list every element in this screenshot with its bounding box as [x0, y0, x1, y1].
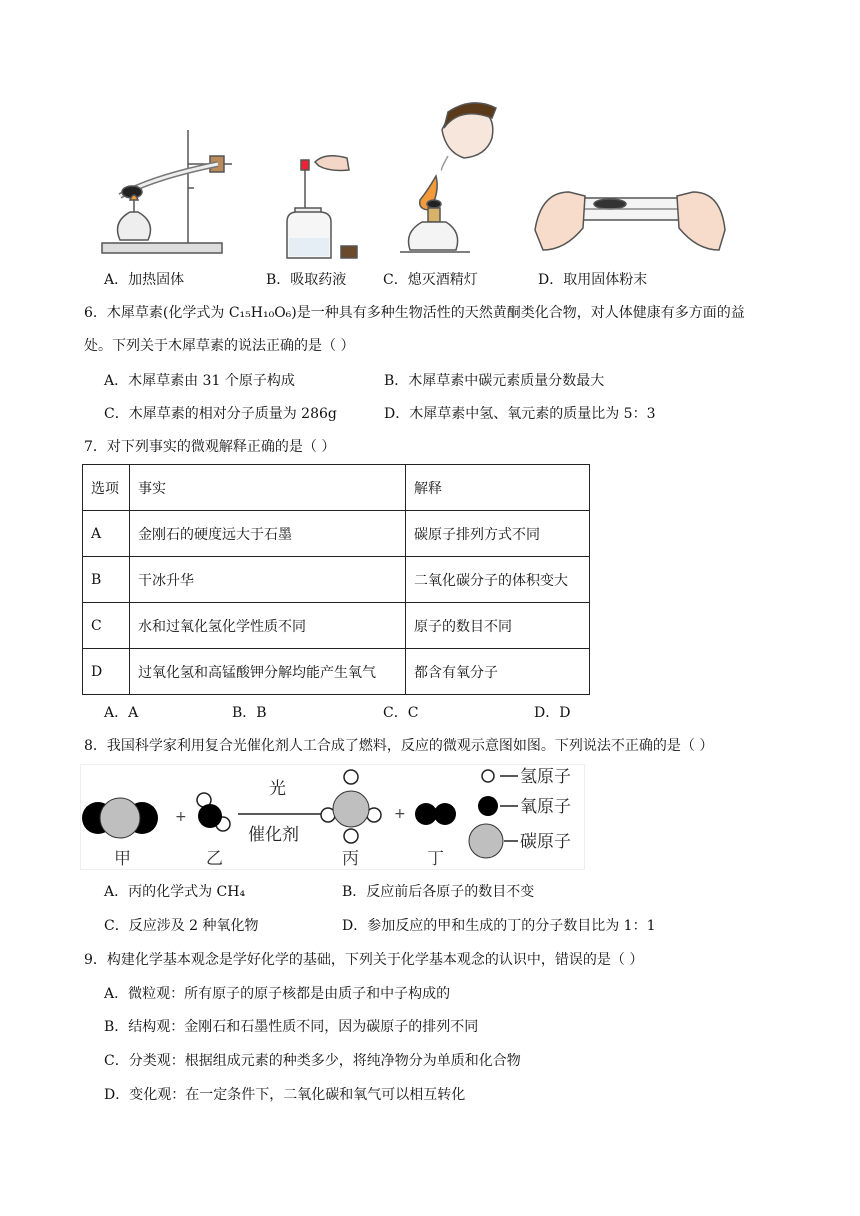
q9-option-a: A．微粒观：所有原子的原子核都是由质子和中子构成的 — [104, 986, 451, 1002]
q6-stem-line1: 6．木犀草素(化学式为 C₁₅H₁₀O₆)是一种具有多种生物活性的天然黄酮类化合物，对人体健康有多方面的益 — [84, 305, 745, 321]
q7-option-c: C．C — [383, 705, 419, 721]
arrow-label-catalyst: 催化剂 — [248, 825, 299, 845]
table-row — [83, 649, 590, 695]
table-row — [83, 603, 590, 649]
label-ding: 丁 — [427, 849, 444, 869]
q7-option-d: D．D — [534, 705, 571, 721]
table-cell: 干冰升华 — [130, 557, 406, 603]
plus-sign-1: + — [175, 809, 187, 825]
q5-option-d: D．取用固体粉末 — [538, 272, 648, 288]
q6-option-b: B．木犀草素中碳元素质量分数最大 — [384, 373, 605, 389]
table-cell: A — [83, 511, 130, 557]
q6-stem-line2: 处。下列关于木犀草素的说法正确的是（ ） — [84, 338, 355, 354]
q8-option-c: C．反应涉及 2 种氧化物 — [104, 918, 259, 934]
table-cell: B — [83, 557, 130, 603]
lab-operations-illustrations — [90, 100, 810, 265]
q7-facts-table — [82, 464, 590, 695]
legend-hydrogen-symbol — [482, 770, 494, 782]
q9-option-c: C．分类观：根据组成元素的种类多少，将纯净物分为单质和化合物 — [104, 1053, 521, 1069]
legend-carbon-label: 碳原子 — [520, 832, 571, 852]
q9-option-d: D．变化观：在一定条件下，二氧化碳和氧气可以相互转化 — [104, 1087, 466, 1103]
q7-option-b: B．B — [232, 705, 267, 721]
legend-carbon-symbol — [469, 824, 503, 858]
q9-stem: 9．构建化学基本观念是学好化学的基础，下列关于化学基本观念的认识中，错误的是（ ） — [84, 952, 644, 968]
table-cell: 二氧化碳分子的体积变大 — [406, 557, 590, 603]
molecule-jia — [82, 798, 158, 838]
q9-option-b: B．结构观：金刚石和石墨性质不同，因为碳原子的排列不同 — [104, 1019, 479, 1035]
q6-option-c: C．木犀草素的相对分子质量为 286g — [104, 406, 337, 422]
legend-oxygen-symbol — [478, 796, 498, 816]
legend — [469, 767, 571, 858]
q8-option-b: B．反应前后各原子的数目不变 — [342, 884, 535, 900]
table-cell: 碳原子排列方式不同 — [406, 511, 590, 557]
label-jia: 甲 — [114, 849, 131, 869]
q5-option-b: B．吸取药液 — [266, 272, 347, 288]
q7-option-a: A．A — [104, 705, 139, 721]
q8-stem: 8．我国科学家利用复合光催化剂人工合成了燃料，反应的微观示意图如图。下列说法不正确的是（ ） — [84, 738, 714, 754]
reaction-diagram — [80, 764, 585, 870]
table-cell: 都含有氧分子 — [406, 649, 590, 695]
table-cell: 原子的数目不同 — [406, 603, 590, 649]
table-header-row — [83, 465, 590, 511]
table-cell: 过氧化氢和高锰酸钾分解均能产生氧气 — [130, 649, 406, 695]
q5-option-a: A．加热固体 — [104, 272, 185, 288]
plus-sign-2: + — [394, 806, 406, 822]
table-cell: D — [83, 649, 130, 695]
table-cell: 水和过氧化氢化学性质不同 — [130, 603, 406, 649]
label-yi: 乙 — [206, 849, 223, 869]
heating-solid-illustration — [102, 130, 232, 253]
dropper-bottle-illustration — [287, 156, 357, 258]
table-cell: 金刚石的硬度远大于石墨 — [130, 511, 406, 557]
table-header-cell: 解释 — [406, 465, 590, 511]
legend-oxygen-label: 氧原子 — [520, 797, 571, 817]
table-row — [83, 511, 590, 557]
table-row — [83, 557, 590, 603]
table-cell: C — [83, 603, 130, 649]
solid-powder-illustration — [535, 192, 725, 250]
q8-option-d: D．参加反应的甲和生成的丁的分子数目比为 1：1 — [342, 918, 656, 934]
q6-option-a: A．木犀草素由 31 个原子构成 — [104, 373, 295, 389]
legend-hydrogen-label: 氢原子 — [520, 767, 571, 787]
q6-option-d: D．木犀草素中氢、氧元素的质量比为 5：3 — [384, 406, 656, 422]
table-header-cell: 选项 — [83, 465, 130, 511]
q8-option-a: A．丙的化学式为 CH₄ — [104, 884, 246, 900]
label-bing: 丙 — [342, 849, 359, 869]
q5-option-c: C．熄灭酒精灯 — [383, 272, 478, 288]
table-header-cell: 事实 — [130, 465, 406, 511]
arrow-label-light: 光 — [269, 779, 286, 799]
blow-out-lamp-illustration — [400, 103, 496, 252]
q7-stem: 7．对下列事实的微观解释正确的是（ ） — [84, 439, 336, 455]
